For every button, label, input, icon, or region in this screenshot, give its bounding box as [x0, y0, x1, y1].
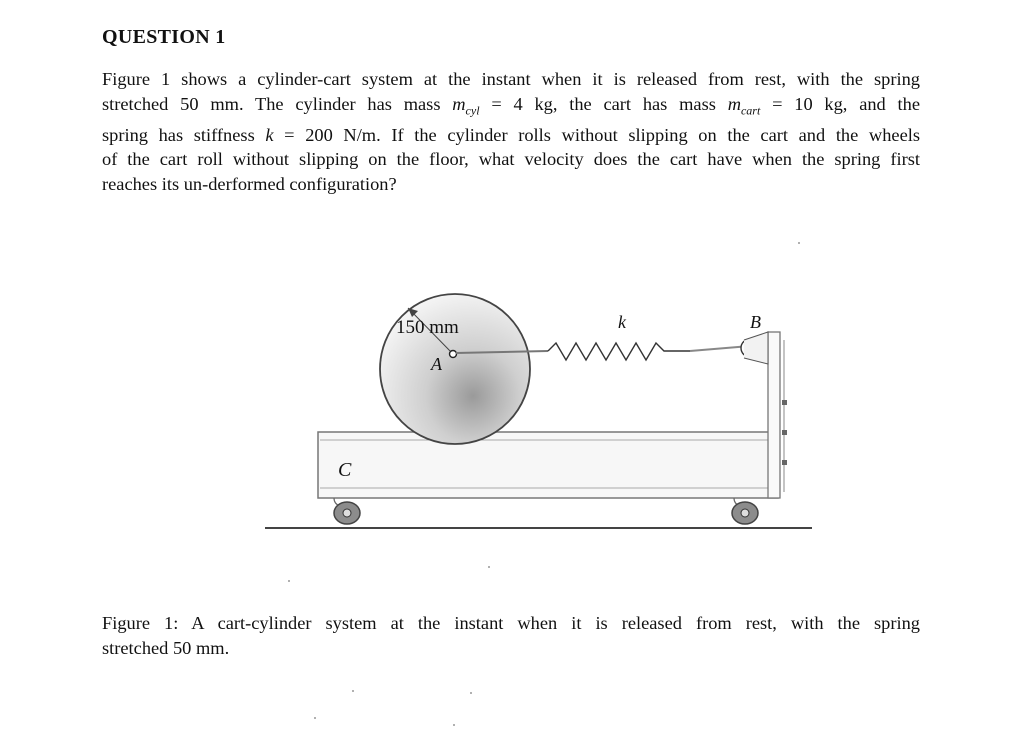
- body-line-2: [102, 92, 920, 123]
- figure-1: [250, 270, 830, 570]
- body-line-1: Figure 1 shows a cylinder-cart system at the instant when it is released from rest, with the spring: [102, 69, 920, 89]
- m-cyl-symbol: m: [452, 93, 466, 114]
- m-cyl-subscript: cyl: [465, 103, 480, 118]
- body-line-5: reaches its un-derformed configuration?: [102, 174, 397, 195]
- scan-speck: [314, 717, 316, 719]
- left-wheel: [334, 498, 360, 524]
- figure-caption: [102, 611, 920, 660]
- body-line-4: of the cart roll without slipping on the floor, what velocity does the cart have when the spring first: [102, 149, 920, 170]
- point-b-label: B: [750, 312, 761, 332]
- scan-speck: [470, 692, 472, 694]
- scan-speck: [288, 580, 290, 582]
- m-cart-symbol: m: [727, 93, 741, 114]
- radius-label: 150 mm: [396, 317, 459, 338]
- cart-cylinder-diagram: [250, 270, 830, 570]
- spring: [548, 343, 690, 360]
- point-a-label: A: [431, 354, 442, 374]
- body-line-3-text-b: = 200 N/m. If the cylinder rolls without slipping on the cart and the wheels: [273, 124, 920, 145]
- cart-upright-post: [768, 332, 780, 498]
- body-line-2-text-c: = 10 kg, and the: [760, 93, 920, 114]
- post-bolt-1: [782, 400, 787, 405]
- post-bolt-3: [782, 460, 787, 465]
- question-heading: QUESTION 1: [102, 26, 226, 48]
- scan-speck: [453, 724, 455, 726]
- question-body: [102, 67, 920, 197]
- pulley-bracket: [744, 332, 768, 364]
- body-line-3-text-a: spring has stiffness: [102, 124, 266, 145]
- scan-speck: [352, 690, 354, 692]
- m-cart-subscript: cart: [740, 103, 761, 118]
- body-line-2-text-a: stretched 50 mm. The cylinder has mass: [102, 93, 453, 114]
- post-bolt-2: [782, 430, 787, 435]
- caption-line-1: Figure 1: A cart-cylinder system at the instant when it is released from rest, with the spring: [102, 613, 920, 633]
- point-c-label: C: [338, 459, 352, 481]
- body-line-2-text-b: = 4 kg, the cart has mass: [479, 93, 728, 114]
- scan-speck: [798, 242, 800, 244]
- pin-a: [450, 351, 457, 358]
- right-wheel: [732, 498, 758, 524]
- caption-line-2: stretched 50 mm.: [102, 637, 230, 658]
- body-line-3: [102, 123, 920, 148]
- k-symbol: k: [265, 124, 274, 145]
- scan-speck: [488, 566, 490, 568]
- spring-k-label: k: [618, 312, 626, 332]
